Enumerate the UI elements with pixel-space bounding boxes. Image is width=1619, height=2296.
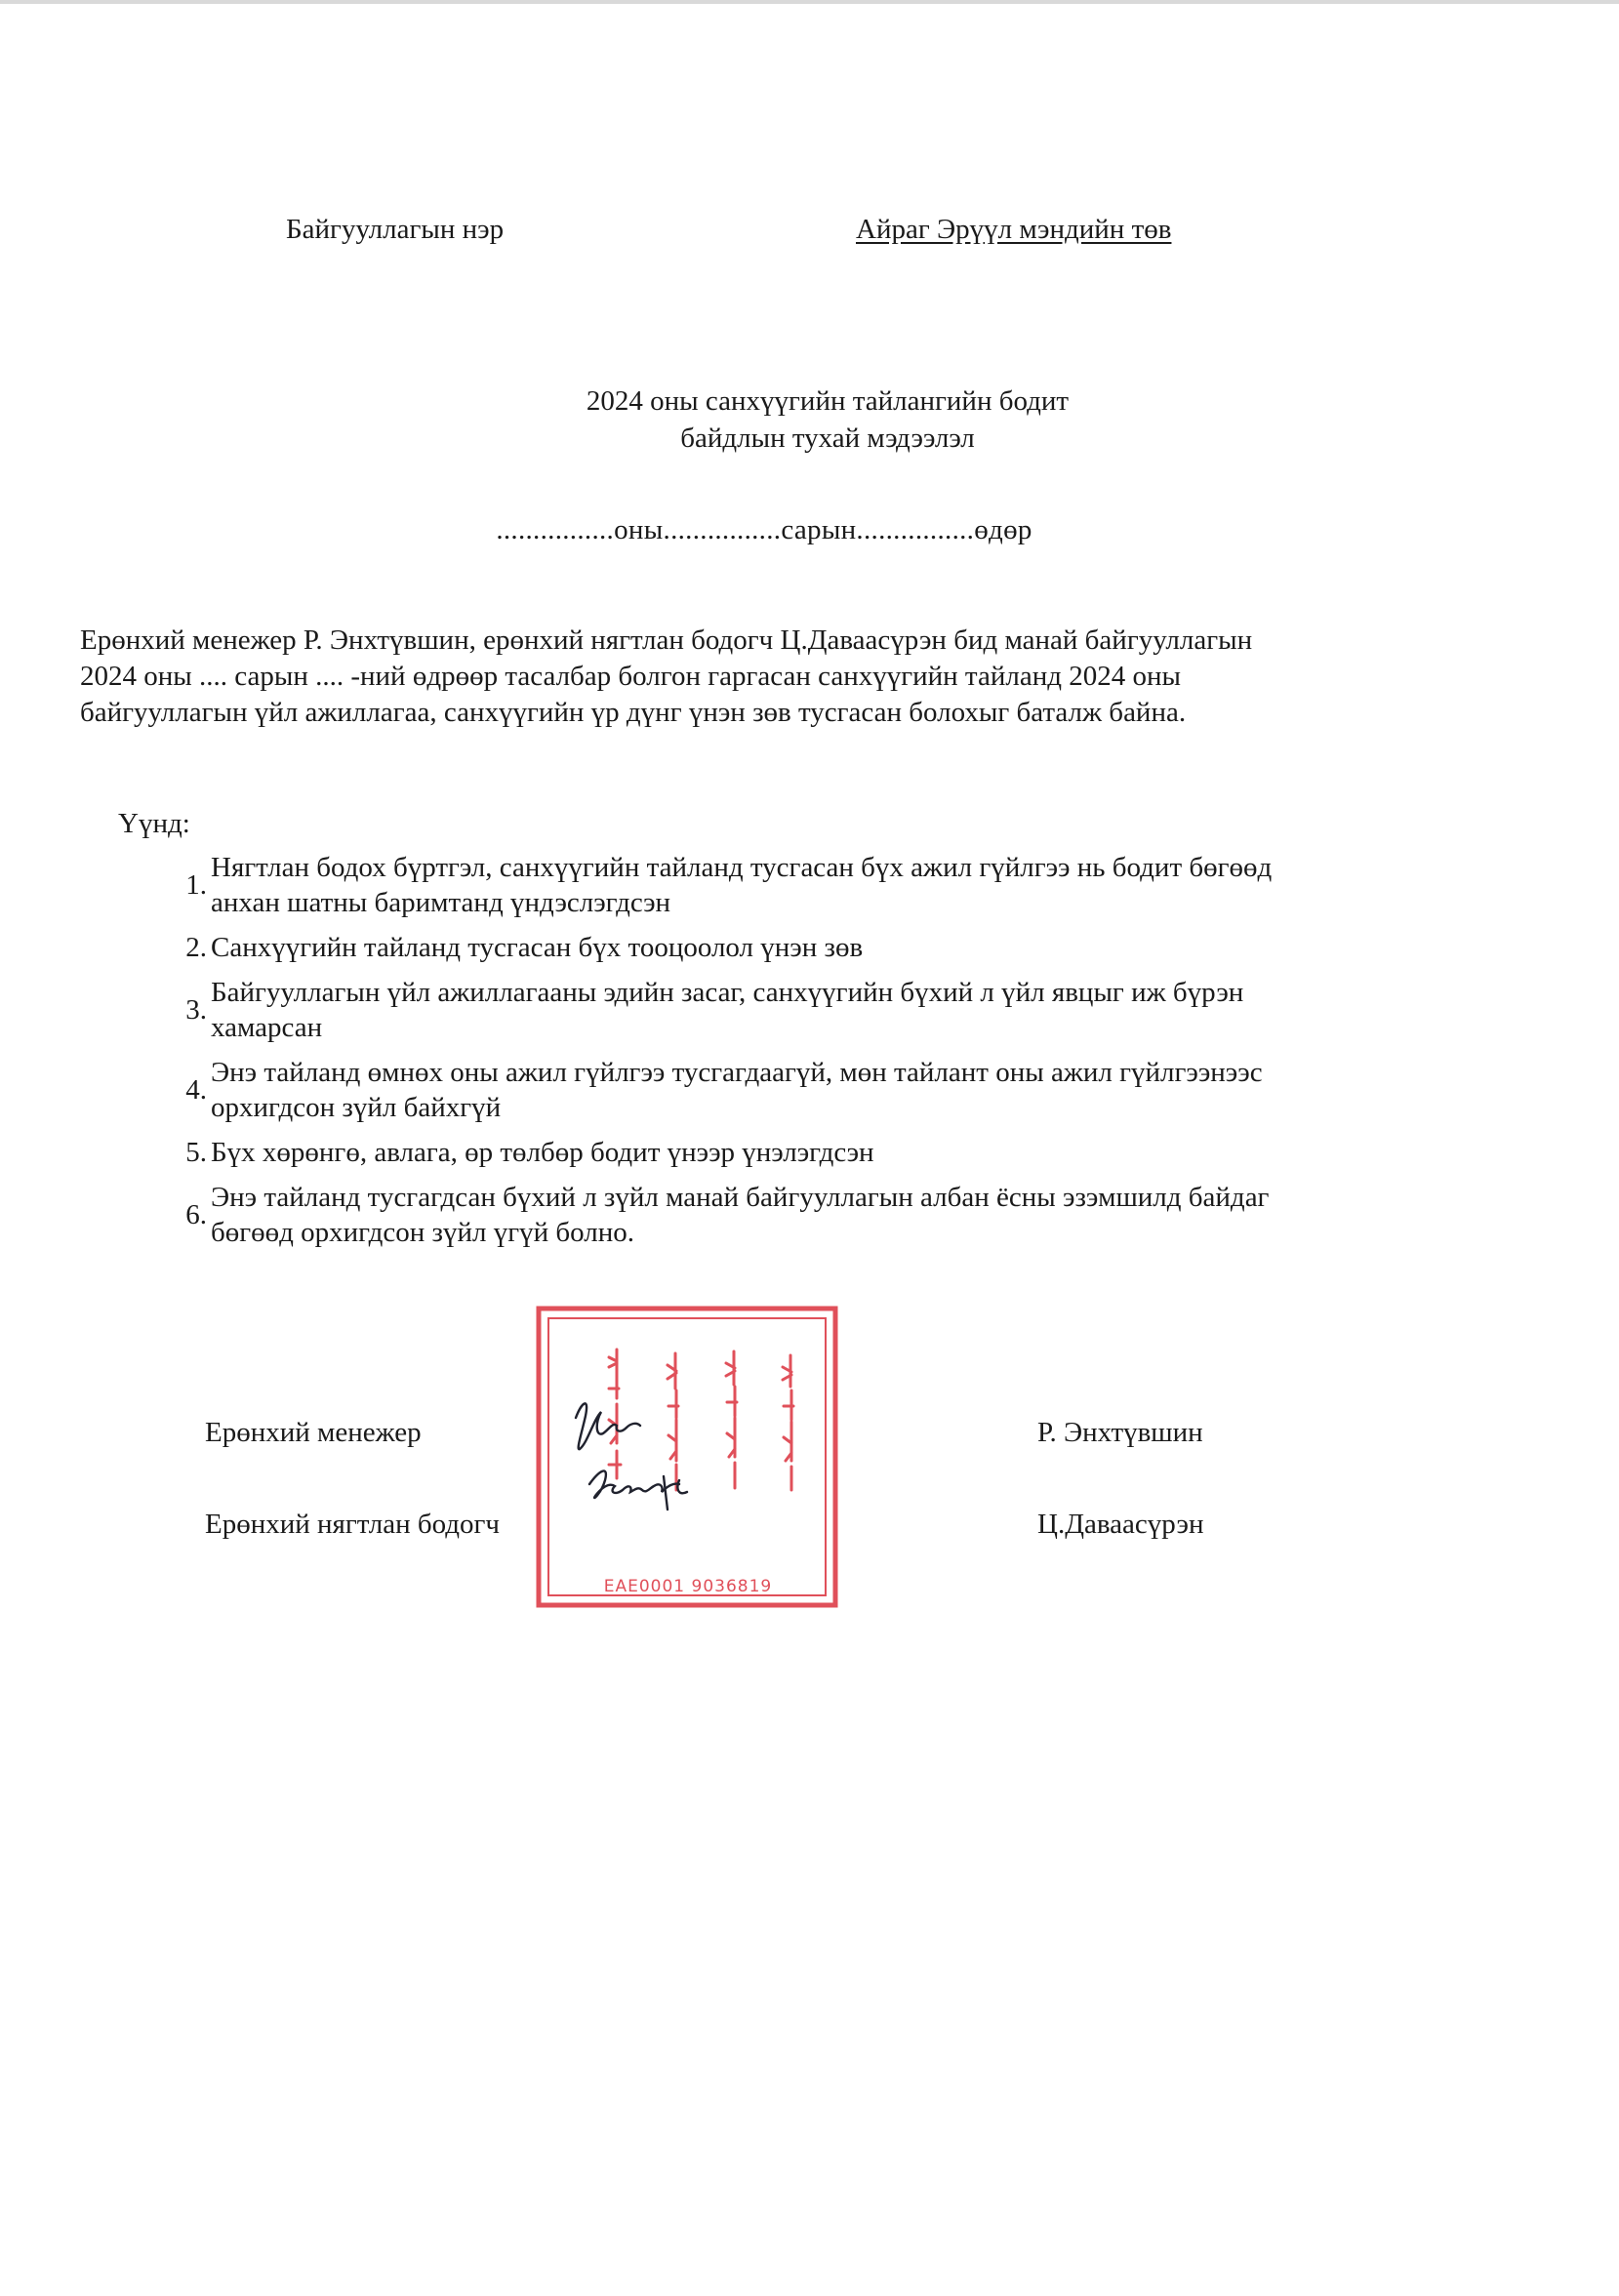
document-title-line2: байдлын тухай мэдээлэл	[680, 423, 975, 454]
list-item-text	[211, 930, 863, 965]
list-item	[156, 1055, 1483, 1125]
list-item-number: 2.	[185, 932, 207, 963]
list-item-line: орхигдсон зүйл байхгүй	[211, 1092, 502, 1123]
list-item-number: 3.	[185, 994, 207, 1026]
list-item-number: 4.	[185, 1074, 207, 1106]
list-item	[156, 1180, 1483, 1250]
scan-edge	[0, 0, 1619, 4]
stamp-inner-border	[548, 1318, 826, 1595]
document-title-line1: 2024 оны санхүүгийн тайлангийн бодит	[586, 385, 1070, 417]
list-item-line: Нягтлан бодох бүртгэл, санхүүгийн тайланд тусгасан бүх ажил гүйлгээ нь бодит бөгөөд	[211, 852, 1273, 883]
list-item	[156, 975, 1483, 1045]
list-item-line: Энэ тайланд өмнөх оны ажил гүйлгээ тусгагдаагүй, мөн тайлант оны ажил гүйлгээнээс	[211, 1057, 1263, 1088]
list-item-line: Санхүүгийн тайланд тусгасан бүх тооцоолол үнэн зөв	[211, 932, 864, 963]
list-item-number: 1.	[185, 869, 207, 901]
signatory-name-accountant: Ц.Даваасүрэн	[1037, 1509, 1204, 1540]
organization-name: Айраг Эрүүл мэндийн төв	[856, 214, 1172, 245]
list-item	[156, 850, 1483, 920]
list-item-text	[211, 850, 1272, 920]
stamp-script-columns	[609, 1349, 793, 1490]
stamp-serial: EAE0001 9036819	[603, 1577, 773, 1596]
list-item-text	[211, 1055, 1263, 1125]
list-item-text	[211, 975, 1243, 1045]
list-item-number: 6.	[185, 1199, 207, 1230]
signatory-role-manager: Ерөнхий менежер	[205, 1417, 422, 1448]
list-item-line: хамарсан	[211, 1012, 323, 1043]
signature-manager	[576, 1403, 640, 1449]
statement-line: 2024 оны .... сарын .... -ний өдрөөр тасалбар болгон гаргасан санхүүгийн тайланд 2024 оны	[80, 661, 1181, 692]
list-item-line: Энэ тайланд тусгагдсан бүхий л зүйл манай байгууллагын албан ёсны эзэмшилд байдаг	[211, 1182, 1270, 1213]
basis-list	[156, 850, 1483, 1260]
organization-label: Байгууллагын нэр	[286, 214, 505, 245]
list-item	[156, 1135, 1483, 1170]
list-item-line: анхан шатны баримтанд үндэслэгдсэн	[211, 887, 671, 918]
date-line: ................оны................сарын................өдөр	[496, 514, 1032, 545]
official-stamp	[533, 1303, 843, 1613]
statement-line: Ерөнхий менежер Р. Энхтүвшин, ерөнхий нягтлан бодогч Ц.Даваасүрэн бид манай байгууллагын	[80, 624, 1253, 656]
basis-label: Үүнд:	[118, 808, 190, 839]
list-item-text	[211, 1180, 1269, 1250]
list-item-line: Бүх хөрөнгө, авлага, өр төлбөр бодит үнээр үнэлэгдсэн	[211, 1137, 874, 1168]
list-item-text	[211, 1135, 874, 1170]
list-item-number: 5.	[185, 1137, 207, 1168]
signatory-name-manager: Р. Энхтүвшин	[1037, 1417, 1203, 1448]
list-item	[156, 930, 1483, 965]
list-item-line: бөгөөд орхигдсон зүйл үгүй болно.	[211, 1217, 634, 1248]
list-item-line: Байгууллагын үйл ажиллагааны эдийн засаг, санхүүгийн бүхий л үйл явцыг иж бүрэн	[211, 977, 1244, 1008]
signatory-role-accountant: Ерөнхий нягтлан бодогч	[205, 1509, 500, 1540]
statement-paragraph	[80, 623, 1466, 731]
statement-line: байгууллагын үйл ажиллагаа, санхүүгийн үр дүнг үнэн зөв тусгасан болохыг баталж байна.	[80, 697, 1187, 728]
signature-accountant	[589, 1470, 687, 1510]
